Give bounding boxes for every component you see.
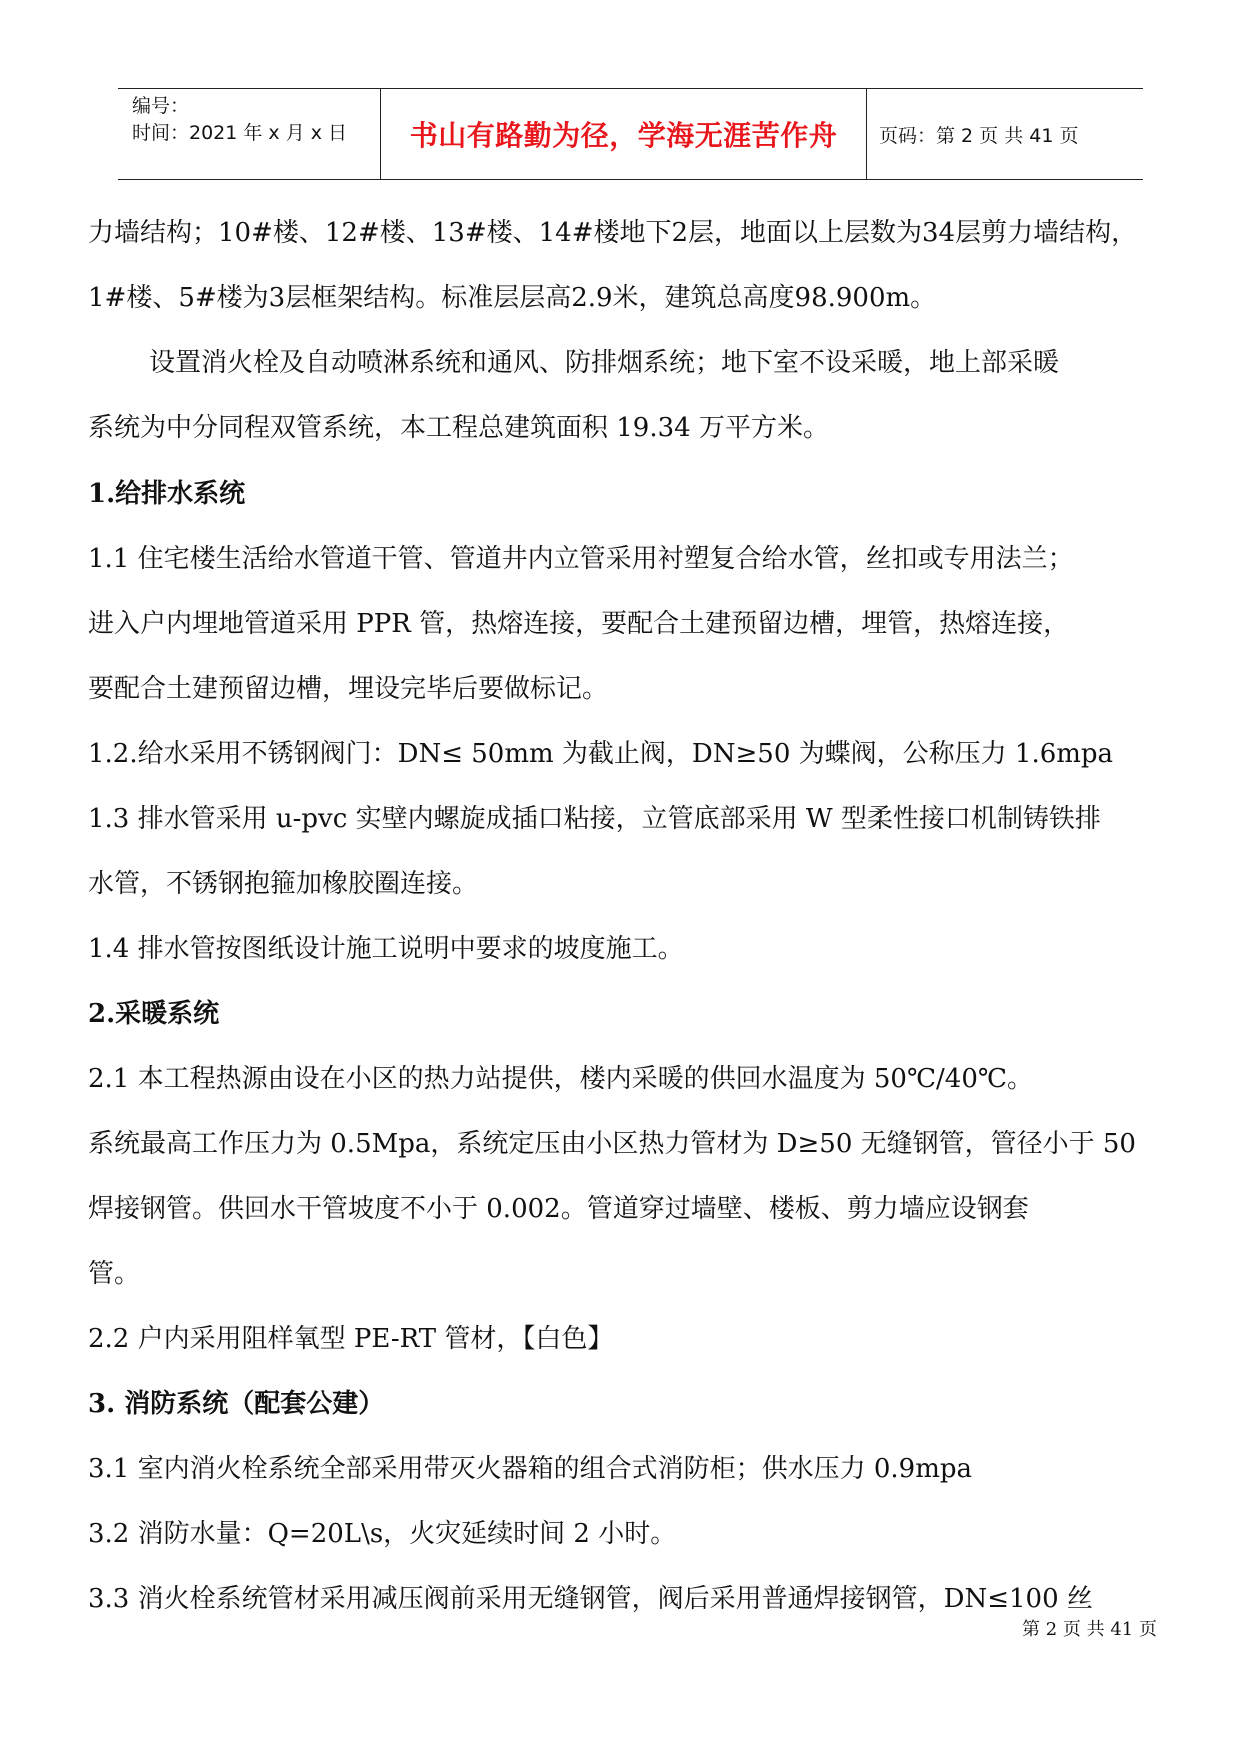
paragraph-line: 1.2.给水采用不锈钢阀门：DN≤ 50mm 为截止阀，DN≥50 为蝶阀，公称压力 1.6mpa xyxy=(88,739,1114,769)
paragraph-line: 焊接钢管。供回水干管坡度不小于 0.002。管道穿过墙壁、楼板、剪力墙应设钢套 xyxy=(88,1194,1029,1224)
document-number-label: 编号： xyxy=(132,95,190,117)
footer-page-number: 第 2 页 共 41 页 xyxy=(1022,1619,1157,1640)
paragraph-line: 2.1 本工程热源由设在小区的热力站提供，楼内采暖的供回水温度为 50℃/40℃。 xyxy=(88,1064,1033,1094)
header-motto: 书山有路勤为径，学海无涯苦作舟 xyxy=(380,89,867,179)
paragraph-line: 要配合土建预留边槽，埋设完毕后要做标记。 xyxy=(88,674,609,704)
paragraph-line: 水管，不锈钢抱箍加橡胶圈连接。 xyxy=(88,869,479,899)
section-heading: 3. 消防系统（配套公建） xyxy=(88,1389,385,1419)
section-heading: 2.采暖系统 xyxy=(88,999,220,1029)
section-heading: 1.给排水系统 xyxy=(88,479,246,509)
paragraph-line: 力墙结构；10#楼、12#楼、13#楼、14#楼地下2层，地面以上层数为34层剪力墙结构， xyxy=(88,218,1138,248)
paragraph-line: 设置消火栓及自动喷淋系统和通风、防排烟系统；地下室不设采暖，地上部采暖 xyxy=(149,348,1060,378)
paragraph-line: 1.4 排水管按图纸设计施工说明中要求的坡度施工。 xyxy=(88,934,684,964)
paragraph-line: 进入户内埋地管道采用 PPR 管，热熔连接，要配合土建预留边槽，埋管，热熔连接， xyxy=(88,609,1070,639)
paragraph-line: 2.2 户内采用阻样氧型 PE-RT 管材，【白色】 xyxy=(88,1324,614,1354)
header-meta xyxy=(118,89,380,179)
header-page-number: 页码：第 2 页 共 41 页 xyxy=(879,124,1079,147)
document-time-label: 时间：2021 年 x 月 x 日 xyxy=(132,122,348,144)
paragraph-line: 系统最高工作压力为 0.5Mpa，系统定压由小区热力管材为 D≥50 无缝钢管，管径小于 50 xyxy=(88,1129,1136,1159)
paragraph-line: 系统为中分同程双管系统，本工程总建筑面积 19.34 万平方米。 xyxy=(88,413,829,443)
document-header xyxy=(118,88,1143,180)
paragraph-line: 1.3 排水管采用 u-pvc 实壁内螺旋成插口粘接，立管底部采用 W 型柔性接口机制铸铁排 xyxy=(88,804,1101,834)
paragraph-line: 1.1 住宅楼生活给水管道干管、管道井内立管采用衬塑复合给水管，丝扣或专用法兰； xyxy=(88,544,1074,574)
paragraph-line: 管。 xyxy=(88,1259,141,1289)
paragraph-line: 3.3 消火栓系统管材采用减压阀前采用无缝钢管，阀后采用普通焊接钢管，DN≤100 丝 xyxy=(88,1584,1093,1614)
paragraph-line: 3.1 室内消火栓系统全部采用带灭火器箱的组合式消防柜；供水压力 0.9mpa xyxy=(88,1454,973,1484)
paragraph-line: 3.2 消防水量：Q=20L\s，火灾延续时间 2 小时。 xyxy=(88,1519,677,1549)
paragraph-line: 1#楼、5#楼为3层框架结构。标准层层高2.9米，建筑总高度98.900m。 xyxy=(88,283,937,313)
